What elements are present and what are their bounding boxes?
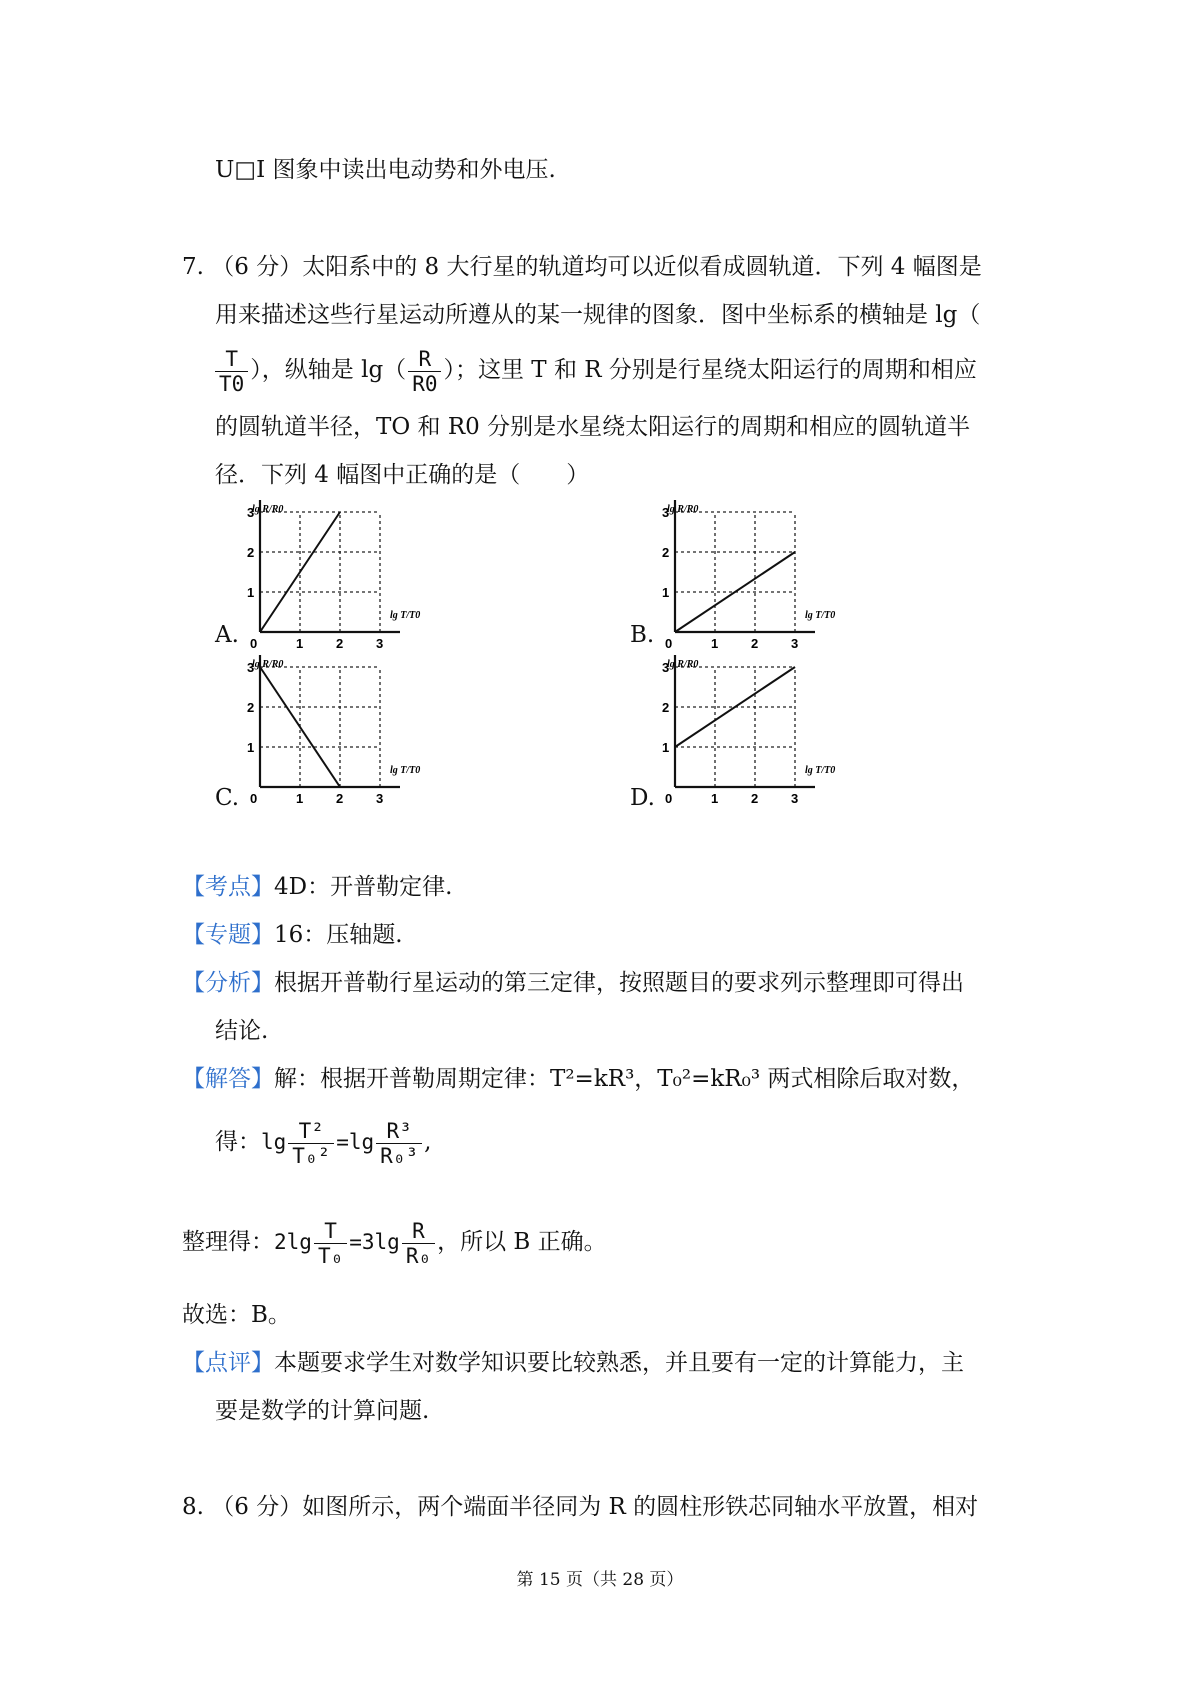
eq2-a: 2lg — [274, 1230, 312, 1254]
eq1-fraction-t: $\frac{\text{T²}}{\text{T₀²}}$ — [288, 1119, 334, 1168]
y-tick-label: 2 — [247, 700, 255, 715]
q8-line — [182, 1492, 978, 1522]
eq2-mid: =3lg — [349, 1230, 400, 1254]
fenxi-text-1: 根据开普勒行星运动的第三定律，按照题目的要求列示整理即可得出 — [274, 970, 964, 996]
q8-number: 8. — [182, 1494, 204, 1520]
eq1-fraction-r: $\frac{\text{R³}}{\text{R₀³}}$ — [376, 1119, 422, 1168]
q7-line-4: 的圆轨道半径，TO 和 R0 分别是水星绕太阳运行的周期和相应的圆轨道半 — [215, 414, 971, 440]
y-tick-label: 3 — [662, 660, 670, 675]
y-tick-label: 2 — [247, 545, 255, 560]
zhuanti-text: 16：压轴题. — [274, 922, 403, 948]
x-tick-label: 2 — [336, 636, 344, 650]
x-tick-label: 0 — [250, 636, 258, 650]
dianping-line-2: 要是数学的计算问题. — [215, 1398, 430, 1424]
q8-text: （6 分）如图所示，两个端面半径同为 R 的圆柱形铁芯同轴水平放置，相对 — [211, 1494, 979, 1520]
graph-b — [660, 500, 890, 650]
guxuan-line: 故选：B。 — [182, 1302, 291, 1328]
x-tick-label: 1 — [711, 791, 719, 805]
x-tick-label: 1 — [711, 636, 719, 650]
q7-score: （6 分） — [211, 254, 303, 280]
option-b-label: B. — [630, 622, 655, 648]
y-axis-label: lg R/R0 — [667, 504, 699, 515]
jieda-line-1 — [182, 1064, 974, 1094]
prev-answer-tail: U□I 图象中读出电动势和外电压. — [215, 157, 556, 183]
page-footer: 第 15 页（共 28 页） — [516, 1570, 684, 1590]
x-tick-label: 2 — [751, 791, 759, 805]
eq1-end: , — [424, 1129, 432, 1155]
x-tick-label: 3 — [791, 791, 799, 805]
x-tick-label: 3 — [376, 791, 384, 805]
y-tick-label: 1 — [662, 740, 670, 755]
y-tick-label: 1 — [247, 585, 255, 600]
dianping-tag: 【点评】 — [182, 1350, 274, 1376]
x-axis-label: lg T/T0 — [390, 610, 421, 621]
x-axis-label: lg T/T0 — [805, 765, 836, 776]
x-tick-label: 1 — [296, 791, 304, 805]
x-tick-label: 3 — [791, 636, 799, 650]
eq2-fraction-r: $\frac{R}{\text{R₀}}$ — [402, 1219, 435, 1268]
jieda-eq-2 — [182, 1210, 607, 1274]
graph-c — [245, 655, 475, 805]
q7-line-1 — [182, 252, 982, 282]
x-axis-label: lg T/T0 — [805, 610, 836, 621]
option-a-label: A. — [215, 622, 239, 648]
y-tick-label: 1 — [662, 585, 670, 600]
fenxi-line-1 — [182, 968, 964, 998]
eq1-mid: =lg — [336, 1130, 375, 1154]
dianping-text-1: 本题要求学生对数学知识要比较熟悉，并且要有一定的计算能力，主 — [274, 1350, 964, 1376]
q7-stem-3b: ）；这里 T 和 R 分别是行星绕太阳运行的周期和相应 — [443, 357, 977, 383]
kaodian-tag: 【考点】 — [182, 874, 274, 900]
x-tick-label: 0 — [250, 791, 258, 805]
fenxi-line-2: 结论. — [215, 1018, 269, 1044]
y-tick-label: 1 — [247, 740, 255, 755]
jieda-tag: 【解答】 — [182, 1066, 274, 1092]
option-c-label: C. — [215, 785, 240, 811]
graph-d — [660, 655, 890, 805]
graph-a — [245, 500, 475, 650]
kaodian-line — [182, 872, 452, 902]
y-axis-label: lg R/R0 — [667, 659, 699, 670]
y-axis-label: lg R/R0 — [252, 504, 284, 515]
q7-number: 7. — [182, 254, 204, 280]
eq2-fraction-t: $\frac{T}{\text{T₀}}$ — [314, 1219, 347, 1268]
x-tick-label: 2 — [751, 636, 759, 650]
option-d-label: D. — [630, 785, 655, 811]
jieda-eq-1 — [215, 1110, 431, 1174]
y-tick-label: 3 — [247, 505, 255, 520]
fraction-r-over-r0: $\frac{R}{R0}$ — [408, 347, 441, 396]
q7-line-3 — [213, 346, 977, 396]
y-tick-label: 3 — [247, 660, 255, 675]
zhengli-label: 整理得： — [182, 1229, 274, 1255]
eq2-end: ，所以 B 正确。 — [437, 1229, 607, 1255]
y-axis-label: lg R/R0 — [252, 659, 284, 670]
q7-line-2: 用来描述这些行星运动所遵从的某一规律的图象．图中坐标系的横轴是 lg（ — [215, 302, 981, 328]
eq1-lg: lg — [261, 1130, 287, 1154]
de-label: 得： — [215, 1129, 261, 1155]
dianping-line-1 — [182, 1348, 964, 1378]
jieda-text-1: 解：根据开普勒周期定律：T²=kR³，T₀²=kR₀³ 两式相除后取对数， — [274, 1066, 975, 1092]
kaodian-text: 4D：开普勒定律. — [274, 874, 453, 900]
y-tick-label: 2 — [662, 700, 670, 715]
y-tick-label: 3 — [662, 505, 670, 520]
q7-stem-1: 太阳系中的 8 大行星的轨道均可以近似看成圆轨道．下列 4 幅图是 — [302, 254, 982, 280]
fraction-t-over-t0: $\frac{T}{T0}$ — [215, 347, 248, 396]
x-tick-label: 0 — [665, 791, 673, 805]
zhuanti-line — [182, 920, 403, 950]
y-tick-label: 2 — [662, 545, 670, 560]
x-tick-label: 1 — [296, 636, 304, 650]
x-tick-label: 3 — [376, 636, 384, 650]
fenxi-tag: 【分析】 — [182, 970, 274, 996]
q7-stem-3a: ），纵轴是 lg（ — [250, 357, 407, 383]
q7-line-5: 径．下列 4 幅图中正确的是（ ） — [215, 462, 590, 488]
x-tick-label: 2 — [336, 791, 344, 805]
x-axis-label: lg T/T0 — [390, 765, 421, 776]
zhuanti-tag: 【专题】 — [182, 922, 274, 948]
x-tick-label: 0 — [665, 636, 673, 650]
